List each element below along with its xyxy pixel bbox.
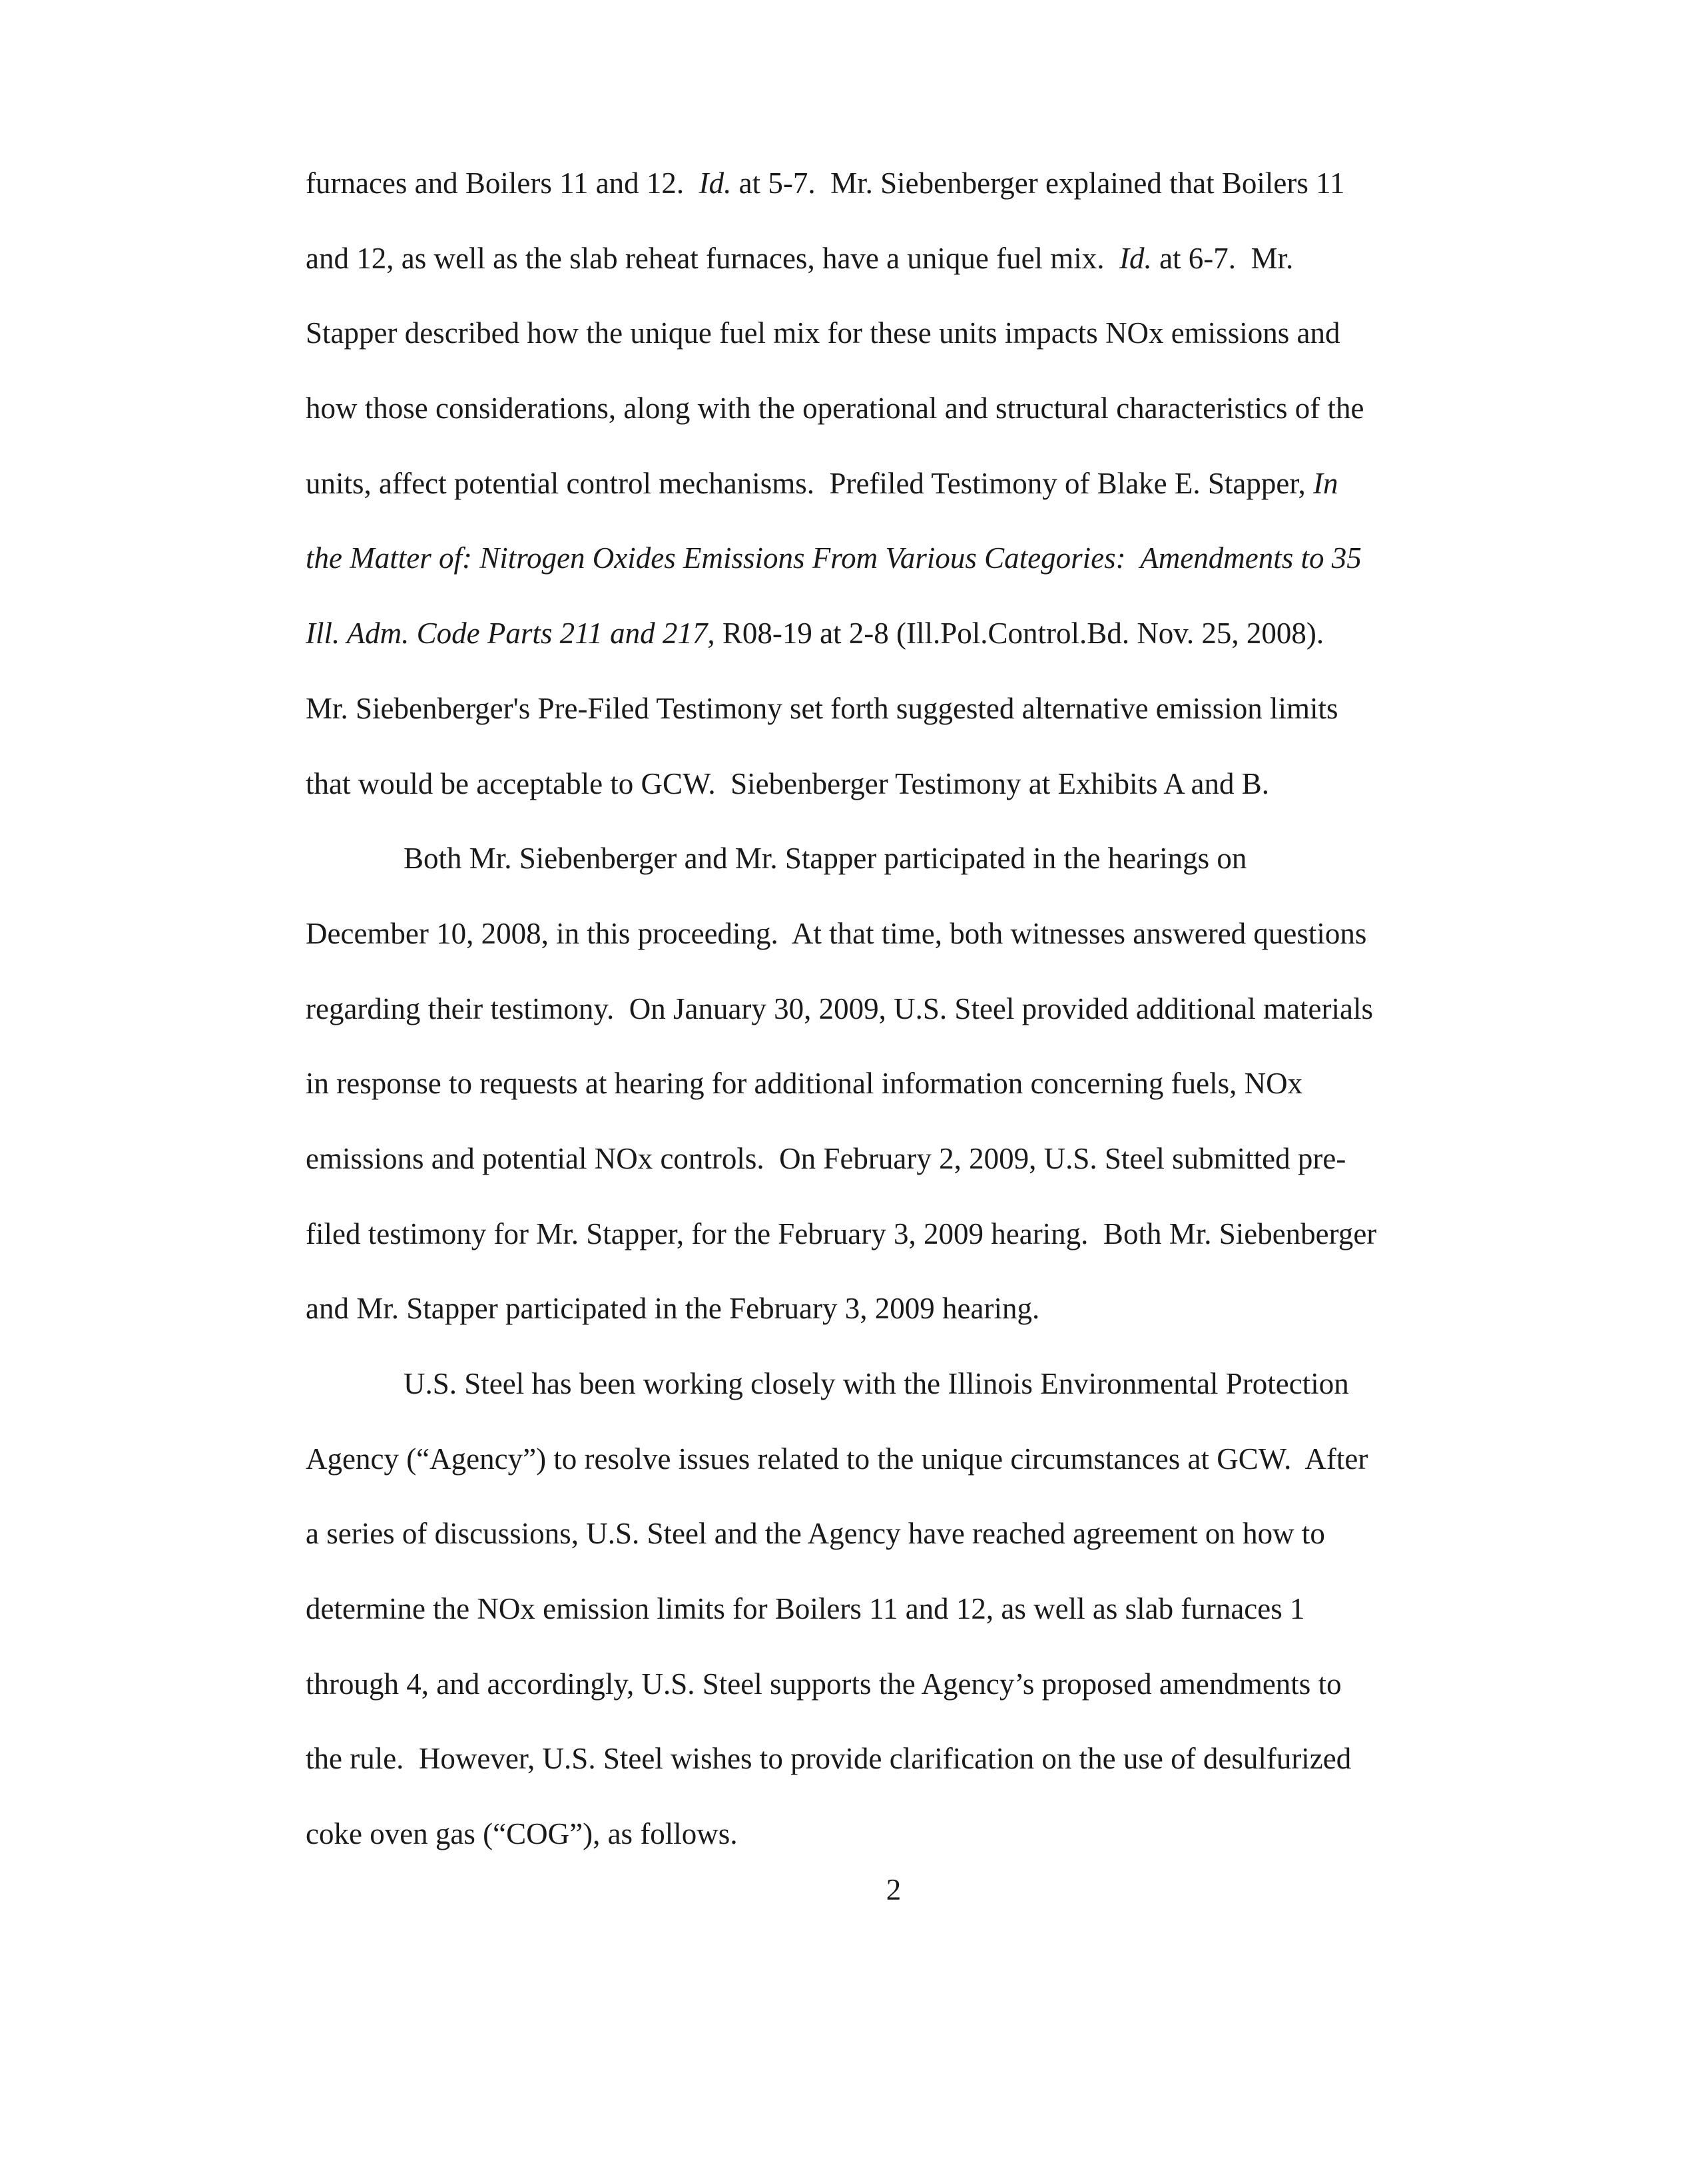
- italic-citation-text: Id.: [699, 166, 732, 200]
- body-text: how those considerations, along with the operational and structural characteristics of the: [306, 392, 1364, 425]
- text-line: [306, 896, 1491, 971]
- text-line: [306, 221, 1491, 296]
- body-text: furnaces and Boilers 11 and 12.: [306, 166, 699, 200]
- text-line: [306, 1571, 1491, 1647]
- body-text: U.S. Steel has been working closely with the Illinois Environmental Protection: [404, 1367, 1349, 1400]
- body-text: Mr. Siebenberger's Pre-Filed Testimony set forth suggested alternative emission limits: [306, 691, 1338, 725]
- text-line: [306, 1197, 1491, 1272]
- text-line: [306, 1046, 1491, 1121]
- text-line: [306, 1796, 1491, 1872]
- body-text: Stapper described how the unique fuel mix for these units impacts NOx emissions and: [306, 316, 1340, 350]
- document-body: [306, 146, 1491, 1872]
- text-line: [306, 1647, 1491, 1722]
- text-line: [306, 1422, 1491, 1497]
- page-number: 2: [886, 1873, 902, 1906]
- body-text: that would be acceptable to GCW. Siebenberger Testimony at Exhibits A and B.: [306, 766, 1270, 800]
- italic-citation-text: Ill. Adm. Code Parts 211 and 217,: [306, 617, 715, 651]
- text-line: [306, 1346, 1491, 1422]
- italic-citation-text: the Matter of: Nitrogen Oxides Emissions From Various Categories: Amendments to 35: [306, 541, 1362, 575]
- body-text: coke oven gas (“COG”), as follows.: [306, 1817, 738, 1851]
- text-line: [306, 821, 1491, 896]
- body-text: R08-19 at 2-8 (Ill.Pol.Control.Bd. Nov. 25, 2008).: [714, 617, 1324, 651]
- body-text: at 5-7. Mr. Siebenberger explained that Boilers 11: [731, 166, 1345, 200]
- body-text: December 10, 2008, in this proceeding. At that time, both witnesses answered questions: [306, 916, 1367, 950]
- text-line: [306, 1721, 1491, 1796]
- italic-citation-text: In: [1313, 466, 1338, 500]
- body-text: and 12, as well as the slab reheat furnaces, have a unique fuel mix.: [306, 241, 1120, 275]
- body-text: regarding their testimony. On January 30, 2009, U.S. Steel provided additional materials: [306, 991, 1373, 1025]
- text-line: [306, 971, 1491, 1047]
- body-text: the rule. However, U.S. Steel wishes to provide clarification on the use of desulfurized: [306, 1742, 1352, 1776]
- body-text: Agency (“Agency”) to resolve issues related to the unique circumstances at GCW. After: [306, 1442, 1368, 1476]
- body-text: through 4, and accordingly, U.S. Steel supports the Agency’s proposed amendments to: [306, 1667, 1342, 1701]
- text-line: [306, 371, 1491, 446]
- text-line: [306, 446, 1491, 521]
- text-line: [306, 671, 1491, 746]
- text-line: [306, 1121, 1491, 1197]
- italic-citation-text: Id.: [1119, 241, 1152, 275]
- text-line: [306, 146, 1491, 221]
- body-text: emissions and potential NOx controls. On February 2, 2009, U.S. Steel submitted pre-: [306, 1141, 1346, 1175]
- text-line: [306, 1496, 1491, 1571]
- text-line: [306, 296, 1491, 371]
- text-line: [306, 746, 1491, 822]
- body-text: and Mr. Stapper participated in the February 3, 2009 hearing.: [306, 1292, 1040, 1326]
- body-text: determine the NOx emission limits for Boilers 11 and 12, as well as slab furnaces 1: [306, 1592, 1305, 1626]
- body-text: at 6-7. Mr.: [1151, 241, 1294, 275]
- body-text: a series of discussions, U.S. Steel and the Agency have reached agreement on how to: [306, 1517, 1325, 1551]
- text-line: [306, 521, 1491, 596]
- body-text: in response to requests at hearing for additional information concerning fuels, NOx: [306, 1067, 1303, 1101]
- body-text: filed testimony for Mr. Stapper, for the February 3, 2009 hearing. Both Mr. Siebenberger: [306, 1217, 1377, 1250]
- text-line: [306, 1271, 1491, 1346]
- body-text: Both Mr. Siebenberger and Mr. Stapper participated in the hearings on: [404, 842, 1247, 876]
- text-line: [306, 596, 1491, 671]
- body-text: units, affect potential control mechanisms. Prefiled Testimony of Blake E. Stapper,: [306, 466, 1314, 500]
